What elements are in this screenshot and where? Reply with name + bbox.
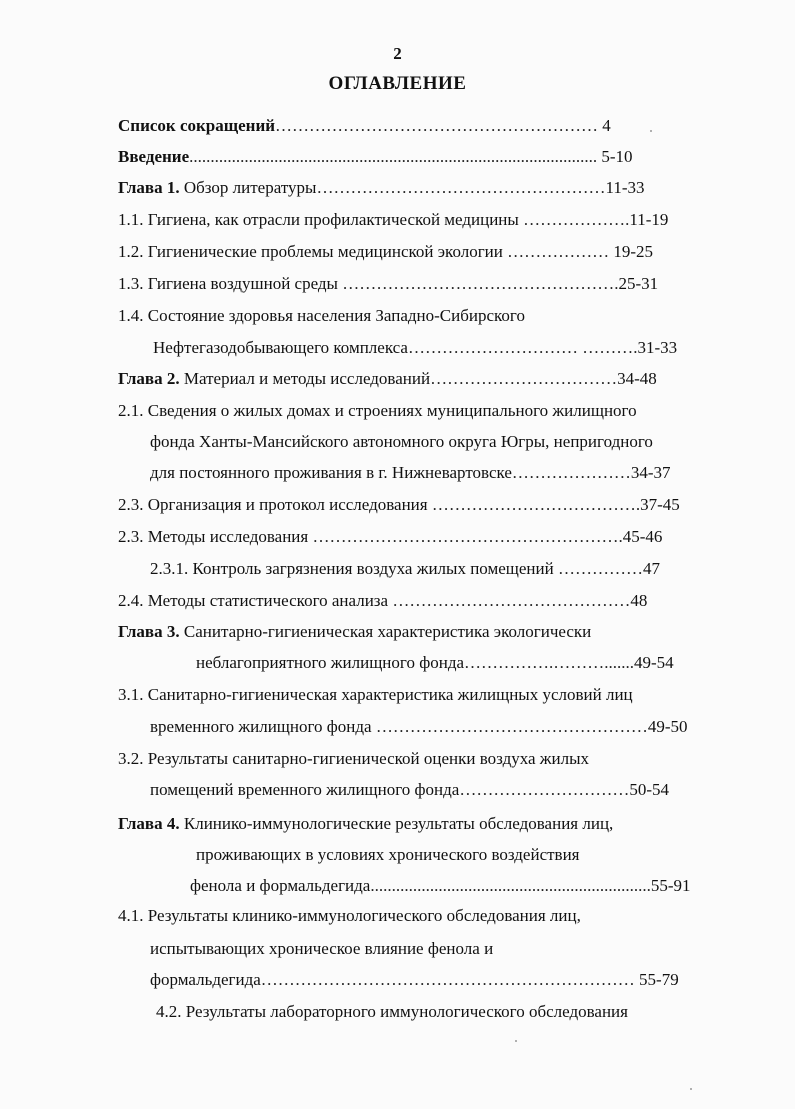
toc-leader: ………………. xyxy=(523,210,630,229)
toc-text: временного жилищного фонда xyxy=(150,717,376,736)
toc-line xyxy=(118,493,680,517)
toc-line xyxy=(118,304,525,328)
toc-line xyxy=(153,336,677,360)
toc-line xyxy=(190,874,691,898)
toc-page: 4 xyxy=(598,116,611,135)
toc-leader: ……………… xyxy=(507,242,610,261)
toc-line xyxy=(118,145,633,169)
toc-line xyxy=(118,399,637,423)
toc-line xyxy=(150,968,679,992)
toc-line xyxy=(196,843,580,867)
toc-leader: …………… xyxy=(557,559,643,578)
toc-leader: .................................................................. xyxy=(370,876,651,895)
toc-line xyxy=(118,747,589,771)
toc-page: 11-33 xyxy=(605,178,645,197)
toc-heading: Глава 3. xyxy=(118,622,180,641)
toc-text: проживающих в условиях хронического воздействия xyxy=(196,845,580,864)
toc-line xyxy=(118,208,668,232)
toc-text: 2.3. Методы исследования xyxy=(118,527,313,546)
toc-page: 55-91 xyxy=(650,876,691,895)
toc-text: фонда Ханты-Мансийского автономного округа Югры, непригодного xyxy=(150,432,653,451)
toc-line xyxy=(150,778,669,802)
toc-heading: Глава 2. xyxy=(118,369,180,388)
toc-page: 47 xyxy=(642,559,660,578)
toc-heading: Введение xyxy=(118,147,190,166)
toc-text: Санитарно-гигиеническая характеристика экологически xyxy=(179,622,592,641)
toc-page: 37-45 xyxy=(640,495,680,514)
toc-line xyxy=(118,620,591,644)
toc-text: фенола и формальдегида xyxy=(190,876,371,895)
toc-text: 3.2. Результаты санитарно-гигиенической оценки воздуха жилых xyxy=(118,749,590,768)
toc-heading: Глава 4. xyxy=(118,814,180,833)
toc-text: 1.3. Гигиена воздушной среды xyxy=(118,274,343,293)
toc-text: формальдегида xyxy=(150,970,261,989)
toc-text: Нефтегазодобывающего комплекса xyxy=(153,338,408,357)
toc-line xyxy=(118,114,611,138)
toc-line xyxy=(156,1000,628,1024)
toc-line xyxy=(150,937,493,961)
toc-page: 55-79 xyxy=(634,970,679,989)
toc-text: помещений временного жилищного фонда xyxy=(150,780,460,799)
toc-text: испытывающих хроническое влияние фенола и xyxy=(150,939,494,958)
toc-line xyxy=(150,557,660,581)
toc-line xyxy=(118,176,645,200)
toc-leader: …………………………………………. xyxy=(342,274,619,293)
page-title: ОГЛАВЛЕНИЕ xyxy=(328,73,467,94)
toc-line xyxy=(118,683,633,707)
toc-text: неблагоприятного жилищного фонда xyxy=(196,653,465,672)
scan-speck xyxy=(690,1088,692,1090)
toc-leader: ………………………………. xyxy=(431,495,641,514)
toc-text: 2.3. Организация и протокол исследования xyxy=(118,495,432,514)
toc-leader: …………………………………………… xyxy=(316,178,606,197)
toc-text: 4.1. Результаты клинико-иммунологического обследования лиц, xyxy=(118,906,581,925)
toc-leader: ………………………………………………. xyxy=(312,527,623,546)
toc-text: 2.1. Сведения о жилых домах и строениях муниципального жилищного xyxy=(118,401,637,420)
toc-page: 34-37 xyxy=(630,463,671,482)
toc-text: Клинико-иммунологические результаты обследования лиц, xyxy=(179,814,614,833)
toc-leader: ………………………………………………………… xyxy=(260,970,635,989)
toc-page: 49-54 xyxy=(634,653,674,672)
toc-leader: ………………………… xyxy=(459,780,630,799)
toc-leader: ………………………… ………. xyxy=(407,338,638,357)
toc-line xyxy=(118,240,653,264)
toc-text: 2.4. Методы статистического анализа xyxy=(118,591,393,610)
toc-text: 2.3.1. Контроль загрязнения воздуха жилых помещений xyxy=(150,559,558,578)
toc-line xyxy=(150,430,653,454)
toc-page: 25-31 xyxy=(618,274,659,293)
page-number: 2 xyxy=(393,44,402,63)
toc-page: 5-10 xyxy=(597,147,633,166)
toc-text: для постоянного проживания в г. Нижневартовске xyxy=(150,463,512,482)
toc-page: 31-33 xyxy=(637,338,678,357)
toc-text: 3.1. Санитарно-гигиеническая характеристика жилищных условий лиц xyxy=(118,685,633,704)
toc-text: 4.2. Результаты лабораторного иммунологического обследования xyxy=(156,1002,628,1021)
toc-line xyxy=(196,651,674,675)
toc-text: Материал и методы исследований xyxy=(179,369,431,388)
toc-line xyxy=(118,367,657,391)
toc-page: 11-19 xyxy=(629,210,669,229)
toc-page: 49-50 xyxy=(647,717,688,736)
toc-page: 19-25 xyxy=(609,242,654,261)
toc-page: 34-48 xyxy=(617,369,657,388)
toc-page: 45-46 xyxy=(622,527,663,546)
toc-line xyxy=(150,461,671,485)
toc-line xyxy=(150,715,688,739)
toc-line xyxy=(118,589,647,613)
scan-speck xyxy=(515,1040,517,1042)
toc-page: 50-54 xyxy=(629,780,670,799)
toc-leader: ................................................................................................ xyxy=(189,147,598,166)
toc-line xyxy=(118,904,581,928)
toc-line xyxy=(118,525,662,549)
toc-text: Обзор литературы xyxy=(179,178,317,197)
toc-line xyxy=(118,812,613,836)
toc-leader: …………………………… xyxy=(430,369,618,388)
toc-text: 1.4. Состояние здоровья населения Западно-Сибирского xyxy=(118,306,525,325)
toc-leader: ………………………………………………… xyxy=(275,116,599,135)
toc-heading: Глава 1. xyxy=(118,178,180,197)
toc-line xyxy=(118,272,658,296)
toc-leader: …………….………....... xyxy=(464,653,635,672)
toc-leader: ………………………………………… xyxy=(375,717,648,736)
toc-text: 1.2. Гигиенические проблемы медицинской экологии xyxy=(118,242,508,261)
toc-text: 1.1. Гигиена, как отрасли профилактической медицины xyxy=(118,210,524,229)
toc-heading: Список сокращений xyxy=(118,116,276,135)
toc-leader: …………………………………… xyxy=(392,591,631,610)
toc-leader: ………………… xyxy=(511,463,631,482)
toc-page: 48 xyxy=(630,591,648,610)
scan-speck xyxy=(650,130,652,132)
